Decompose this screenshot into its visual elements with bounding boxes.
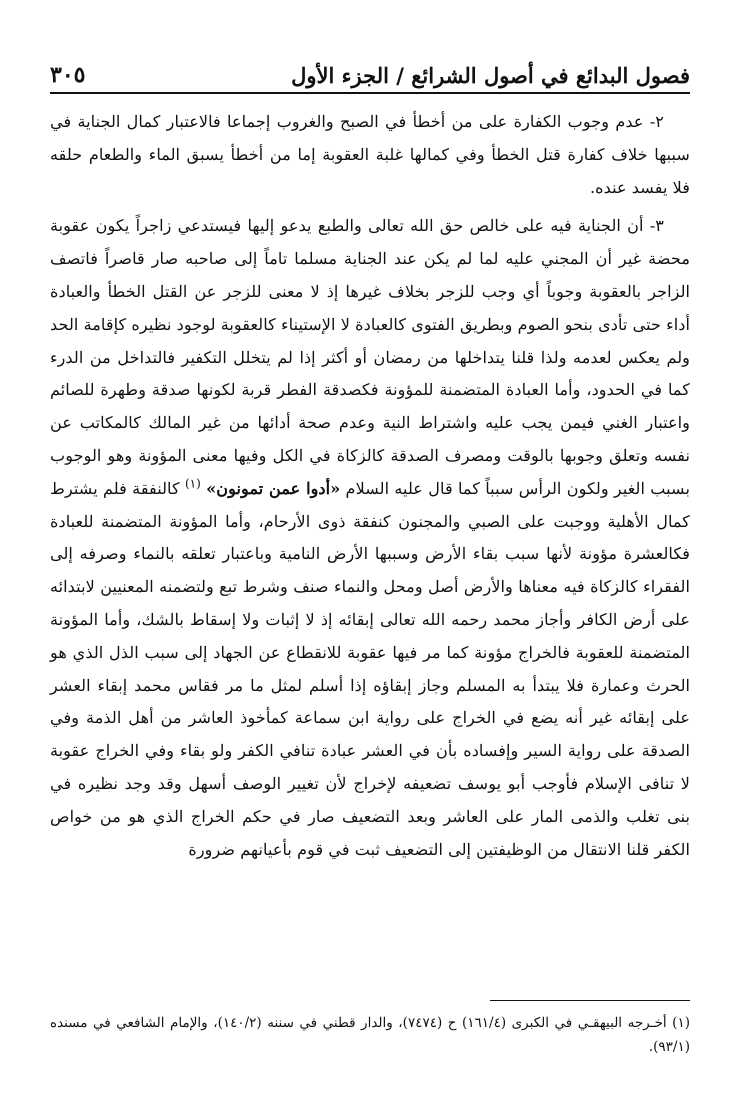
running-header <box>50 52 690 94</box>
paragraph-3 <box>50 210 690 866</box>
footnote-1: (١) أخـرجه البيهقـي في الكبرى (١٦١/٤) ح (٧٤٧٤)، والدار قطني في سننه (١٤٠/٢)، والإمام الشافعي في مسنده (٩٣/١). <box>50 1015 690 1055</box>
paragraph-2: ٢- عدم وجوب الكفارة على من أخطأ في الصبح والغروب إجماعا فالاعتبار كمال الجناية في سببها خلاف كفارة قتل الخطأ وفي كمالها غلبة العقوبة إما من أخطأ يسبق الماء والطعام حلقه فلا يفسد عنده. <box>50 112 690 197</box>
hadith-quote: «أدوا عمن تمونون» <box>206 478 341 498</box>
footnotes <box>50 1000 690 1059</box>
footnote-rule <box>490 1000 690 1001</box>
page <box>50 52 690 866</box>
footnote-reference[interactable]: (١) <box>184 476 201 491</box>
main-text <box>50 106 690 866</box>
paragraph-3-part-b: كالنفقة فلم يشترط كمال الأهلية ووجبت على الصبي والمجنون كنفقة ذوى الأرحام، وأما المؤونة المتضمنة للعبادة فكالعشرة مؤونة لأنها سبب بقاء الأرض وسببها الأرض النامية وباعتبار تعلقه بالنماء وصرفه إلى الفقراء كالزكاة فيه معناها والأرض أصل ومحل والنماء صنف وشرط تبع ولتضمنه المعنيين لابتدائه على أرض الكافر وأجاز محمد رحمه الله تعالى إبقائه إذ لا إثبات ولا إسقاط بالشك، وأما المؤونة المتضمنة للعقوبة فالخراج مؤونة كما مر فيها عقوبة للانقطاع عن الجهاد إلى سبب الذل الذي هو الحرث وعمارة فلا يبتدأ به المسلم وجاز إبقاؤه إذا أسلم لمثل ما مر فقاس محمد إبقاء العشر على إبقائه غير أنه يضع في الخراج على رواية ابن سماعة كمأخوذ العاشر من أهل الذمة وفي الصدقة على رواية السير وإفساده بأن في العشر عبادة تنافي الكفر ولو بقاء وفي الخراج عقوبة لا تنافى الإسلام فأوجب أبو يوسف تضعيفه لإخراج لأن تغيير الوصف أسهل وقد وجد نظيره في بنى تغلب والذمى المار على العاشر وبعد التضعيف صار في حكم الخراج الذي هو من خواص الكفر قلنا الانتقال من الوظيفتين إلى التضعيف ثبت في قوم بأعيانهم ضرورة <box>50 478 690 859</box>
page-number: ٣٠٥ <box>50 62 86 88</box>
header-title: فصول البدائع في أصول الشرائع / الجزء الأول <box>291 63 690 88</box>
paragraph-3-part-a: ٣- أن الجناية فيه على خالص حق الله تعالى والطبع يدعو إليها فيستدعي زاجراً يكون عقوبة محضة غير أن المجني عليه لما لم يكن عند الجناية مسلما تاماً إلى صاحبه صار قاصراً فاتصف الزاجر بالعقوبة وجوباً أي وجب للزجر بخلاف غيرها إذ لا معنى للزجر عن القتل الخطأ والعبادة أداء حتى تأدى بنحو الصوم وبطريق الفتوى كالعبادة لا الإستيناء كالعقوبة لوجود نظيره كإقامة الحد ولم يعكس لعدمه ولذا قلنا يتداخلها من رمضان أو أكثر إذا لم يتخلل التكفير فالتداخل من الدرء كما في الحدود، وأما العبادة المتضمنة للمؤونة فكصدقة الفطر قربة لكونها صدقة وطهرة للصائم واعتبار الغني فيمن يجب عليه واشتراط النية وعدم صحة أدائها من غير المالك كالمكاتب عن نفسه وتعلق وجوبها بالوقت ومصرف الصدقة كالزكاة في الكل وفيها معنى المؤونة وهو الوجوب بسبب الغير ولكون الرأس سبباً كما قال عليه السلام <box>50 216 690 498</box>
